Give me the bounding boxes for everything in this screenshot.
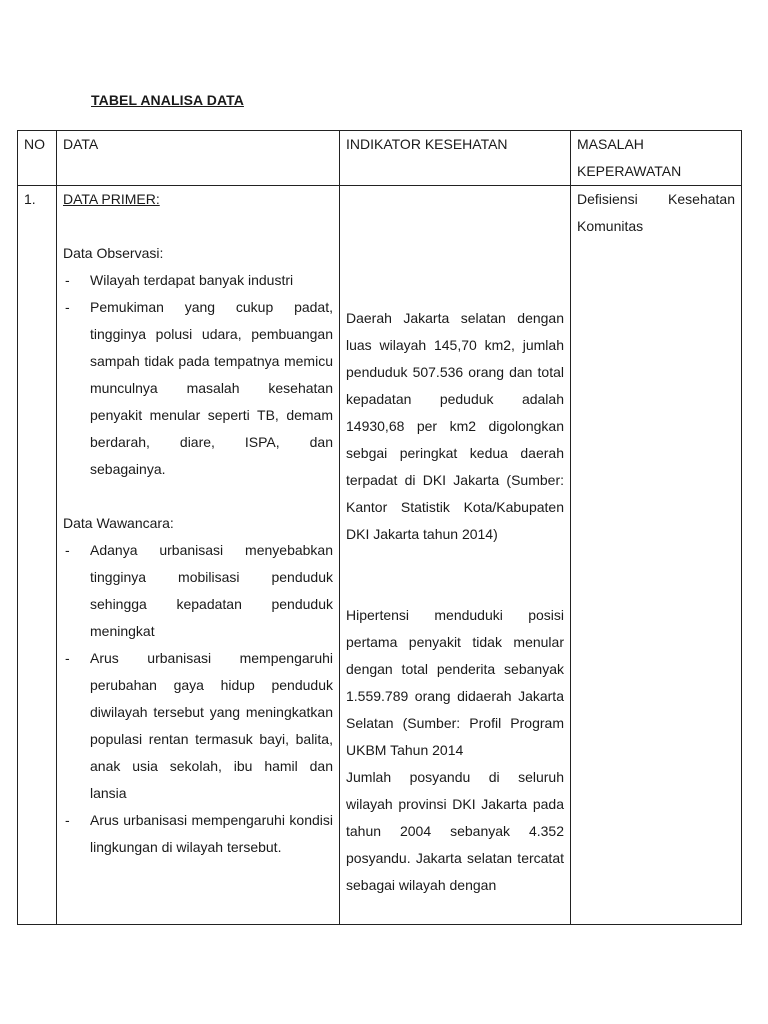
indikator-paragraph-1: Daerah Jakarta selatan dengan luas wilayah 145,70 km2, jumlah penduduk 507.536 orang dan total kepadatan peduduk adalah 14930,68 per km2 digolongkan sebgai peringkat kedua daerah terpadat di DKI Jakarta (Sumber: Kantor Statistik Kota/Kabupaten DKI Jakarta tahun 2014) (346, 310, 564, 542)
list-item: - Pemukiman yang cukup padat, tingginya polusi udara, pembuangan sampah tidak pada tempatnya memicu munculnya masalah kesehatan penyakit menular seperti TB, demam berdarah, diare, ISPA, dan sebagainya. (63, 294, 333, 483)
header-indikator: INDIKATOR KESEHATAN (340, 131, 571, 186)
masalah-text: Defisiensi Kesehatan Komunitas (577, 191, 735, 234)
indikator-paragraph-3: Jumlah posyandu di seluruh wilayah provinsi DKI Jakarta pada tahun 2004 sebanyak 4.352 posyandu. Jakarta selatan tercatat sebagai wilayah dengan (346, 769, 564, 893)
wawancara-heading: Data Wawancara: (63, 515, 174, 531)
observasi-list (63, 267, 333, 483)
observasi-heading: Data Observasi: (63, 245, 164, 261)
header-no: NO (18, 131, 57, 186)
cell-data (57, 186, 340, 925)
indikator-paragraph-2: Hipertensi menduduki posisi pertama penyakit tidak menular dengan total penderita sebanyak 1.559.789 orang didaerah Jakarta Selatan (Sumber: Profil Program UKBM Tahun 2014 (346, 607, 564, 758)
list-item: - Adanya urbanisasi menyebabkan tingginya mobilisasi penduduk sehingga kepadatan penduduk meningkat (63, 537, 333, 645)
cell-no: 1. (18, 186, 57, 925)
cell-masalah (571, 186, 742, 925)
list-item: - Arus urbanisasi mempengaruhi kondisi lingkungan di wilayah tersebut. (63, 807, 333, 861)
header-masalah: MASALAH KEPERAWATAN (571, 131, 742, 186)
table-row (18, 186, 742, 925)
document-title: TABEL ANALISA DATA (91, 92, 244, 108)
data-primer-heading: DATA PRIMER: (63, 191, 160, 207)
list-item: - Wilayah terdapat banyak industri (63, 267, 333, 294)
cell-indikator (340, 186, 571, 925)
list-item: - Arus urbanisasi mempengaruhi perubahan gaya hidup penduduk diwilayah tersebut yang meningkatkan populasi rentan termasuk bayi, balita, anak usia sekolah, ibu hamil dan lansia (63, 645, 333, 807)
header-data: DATA (57, 131, 340, 186)
table-header-row (18, 131, 742, 186)
analysis-table (17, 130, 742, 925)
wawancara-list (63, 537, 333, 861)
